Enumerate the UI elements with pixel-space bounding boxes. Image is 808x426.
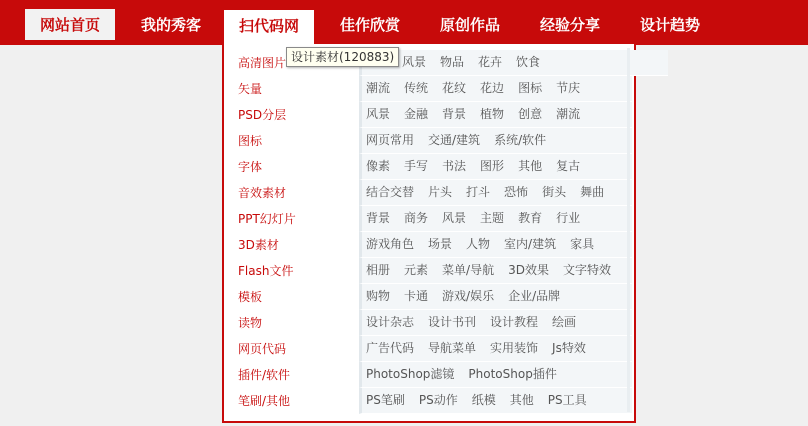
menu-category-link[interactable]: 音效素材 — [238, 186, 287, 200]
menu-category-link[interactable]: 模板 — [238, 290, 263, 304]
menu-category-link[interactable]: 读物 — [238, 316, 263, 330]
menu-subcategory-link[interactable]: 复古 — [556, 159, 581, 173]
nav-item-original-works[interactable]: 原创作品 — [439, 16, 500, 34]
menu-subcategory-link[interactable]: 元素 — [404, 263, 429, 277]
dropdown-menu — [222, 44, 636, 423]
menu-category-link[interactable]: 网页代码 — [238, 342, 287, 356]
menu-subcategory-link[interactable]: 系统/软件 — [494, 133, 547, 147]
menu-subcategory-link[interactable]: 风景 — [366, 107, 391, 121]
menu-row — [224, 180, 634, 206]
menu-subcategory-link[interactable]: 文字特效 — [562, 263, 611, 277]
menu-subcategory-link[interactable]: 设计教程 — [490, 315, 539, 329]
menu-subcategory-link[interactable]: PhotoShop插件 — [468, 367, 557, 381]
nav-item-code-site[interactable]: 扫代码网 — [224, 9, 314, 46]
menu-subcategory-link[interactable]: 书法 — [442, 159, 467, 173]
nav-item-design-trends[interactable]: 设计趋势 — [639, 16, 700, 34]
menu-subcategory-link[interactable]: 实用装饰 — [490, 341, 539, 355]
menu-subcategory-link[interactable]: 主题 — [480, 211, 505, 225]
menu-row — [224, 258, 634, 284]
menu-row — [224, 310, 634, 336]
menu-subcategory-link[interactable]: 人物 — [466, 237, 491, 251]
menu-subcategory-link[interactable]: 风景 — [442, 211, 467, 225]
menu-subcategory-list — [359, 388, 632, 414]
menu-subcategory-link[interactable]: 传统 — [404, 81, 429, 95]
nav-item-home[interactable]: 网站首页 — [25, 9, 115, 40]
menu-subcategory-list — [359, 206, 632, 232]
menu-subcategory-link[interactable]: 3D效果 — [508, 263, 549, 277]
menu-subcategory-link[interactable]: 创意 — [518, 107, 543, 121]
menu-subcategory-link[interactable]: 潮流 — [556, 107, 581, 121]
menu-subcategory-link[interactable]: 图形 — [480, 159, 505, 173]
menu-subcategory-link[interactable]: 节庆 — [556, 81, 581, 95]
menu-subcategory-link[interactable]: 网页常用 — [366, 133, 415, 147]
menu-row — [224, 76, 634, 102]
menu-category-link[interactable]: 高清图片 — [238, 56, 287, 70]
menu-subcategory-link[interactable]: 交通/建筑 — [428, 133, 481, 147]
menu-subcategory-link[interactable]: 家具 — [570, 237, 595, 251]
menu-row — [224, 362, 634, 388]
menu-subcategory-link[interactable]: 像素 — [366, 159, 391, 173]
menu-subcategory-link[interactable]: 饮食 — [516, 55, 541, 69]
menu-subcategory-link[interactable]: 菜单/导航 — [442, 263, 495, 277]
menu-subcategory-link[interactable]: 风景 — [402, 55, 427, 69]
menu-subcategory-link[interactable]: 潮流 — [366, 81, 391, 95]
menu-subcategory-link[interactable]: 背景 — [366, 211, 391, 225]
menu-category-link[interactable]: 3D素材 — [238, 238, 279, 252]
menu-subcategory-link[interactable]: 图标 — [518, 81, 543, 95]
menu-category-link[interactable]: 字体 — [238, 160, 263, 174]
menu-subcategory-link[interactable]: 企业/品牌 — [508, 289, 561, 303]
menu-row — [224, 232, 634, 258]
top-navigation-bar — [0, 0, 808, 45]
menu-row — [224, 206, 634, 232]
nav-item-gallery[interactable]: 佳作欣赏 — [339, 16, 400, 34]
menu-subcategory-list — [359, 362, 632, 388]
menu-subcategory-link[interactable]: 广告代码 — [366, 341, 415, 355]
menu-subcategory-list — [359, 180, 632, 206]
menu-subcategory-link[interactable]: 金融 — [404, 107, 429, 121]
menu-subcategory-link[interactable]: 纸模 — [471, 393, 496, 407]
menu-category-link[interactable]: 图标 — [238, 134, 263, 148]
menu-subcategory-list — [359, 128, 632, 154]
menu-subcategory-list — [359, 310, 632, 336]
menu-category-link[interactable]: Flash文件 — [238, 264, 294, 278]
menu-subcategory-link[interactable]: 街头 — [542, 185, 567, 199]
menu-subcategory-list — [359, 50, 668, 76]
menu-subcategory-link[interactable]: 结合交替 — [366, 185, 415, 199]
menu-row — [224, 154, 634, 180]
menu-subcategory-link[interactable]: 设计杂志 — [366, 315, 415, 329]
menu-subcategory-list — [359, 76, 632, 102]
menu-subcategory-link[interactable]: 舞曲 — [580, 185, 605, 199]
menu-subcategory-list — [359, 232, 632, 258]
menu-subcategory-link[interactable]: 植物 — [480, 107, 505, 121]
menu-row — [224, 336, 634, 362]
menu-subcategory-list — [359, 154, 632, 180]
menu-subcategory-link[interactable]: 花边 — [480, 81, 505, 95]
menu-subcategory-link[interactable]: 片头 — [428, 185, 453, 199]
menu-row — [224, 388, 634, 414]
menu-subcategory-list — [359, 284, 632, 310]
menu-subcategory-list — [359, 336, 632, 362]
menu-subcategory-link[interactable]: 游戏/娱乐 — [442, 289, 495, 303]
menu-subcategory-link[interactable]: 设计书刊 — [428, 315, 477, 329]
menu-subcategory-link[interactable]: 商务 — [404, 211, 429, 225]
menu-subcategory-link[interactable]: 游戏角色 — [366, 237, 415, 251]
menu-subcategory-link[interactable]: 背景 — [442, 107, 467, 121]
menu-subcategory-link[interactable]: 恐怖 — [504, 185, 529, 199]
menu-subcategory-link[interactable]: Js特效 — [552, 341, 586, 355]
menu-row — [224, 284, 634, 310]
menu-subcategory-link[interactable]: 教育 — [518, 211, 543, 225]
menu-row — [224, 102, 634, 128]
menu-category-link[interactable]: PPT幻灯片 — [238, 212, 296, 226]
menu-subcategory-link[interactable]: 打斗 — [466, 185, 491, 199]
menu-subcategory-link[interactable]: 花卉 — [478, 55, 503, 69]
menu-subcategory-link[interactable]: PS动作 — [418, 393, 458, 407]
menu-subcategory-list — [359, 258, 632, 284]
menu-subcategory-link[interactable]: 场景 — [428, 237, 453, 251]
menu-subcategory-link[interactable]: 其他 — [509, 393, 534, 407]
menu-subcategory-link[interactable]: 花纹 — [442, 81, 467, 95]
menu-subcategory-link[interactable]: 行业 — [556, 211, 581, 225]
menu-subcategory-link[interactable]: PS工具 — [547, 393, 587, 407]
menu-category-link[interactable]: 笔刷/其他 — [238, 394, 291, 408]
menu-subcategory-link[interactable]: 物品 — [440, 55, 465, 69]
menu-subcategory-link[interactable]: 绘画 — [552, 315, 577, 329]
menu-subcategory-link[interactable]: 室内/建筑 — [504, 237, 557, 251]
menu-subcategory-link[interactable]: 相册 — [366, 263, 391, 277]
menu-subcategory-list — [359, 102, 632, 128]
menu-subcategory-link[interactable]: 手写 — [404, 159, 429, 173]
tooltip: 设计素材(120883) — [286, 47, 399, 67]
menu-category-link[interactable]: PSD分层 — [238, 108, 287, 122]
menu-subcategory-link[interactable]: 其他 — [518, 159, 543, 173]
menu-row — [224, 128, 634, 154]
nav-item-my-show[interactable]: 我的秀客 — [140, 16, 201, 34]
menu-subcategory-link[interactable]: 购物 — [366, 289, 391, 303]
menu-subcategory-link[interactable]: PS笔刷 — [366, 393, 405, 407]
menu-category-link[interactable]: 插件/软件 — [238, 368, 291, 382]
menu-subcategory-link[interactable]: PhotoShop滤镜 — [366, 367, 455, 381]
menu-subcategory-link[interactable]: 导航菜单 — [428, 341, 477, 355]
menu-category-link[interactable]: 矢量 — [238, 82, 263, 96]
nav-item-experience[interactable]: 经验分享 — [539, 16, 600, 34]
menu-scroll-edge — [627, 48, 630, 412]
menu-subcategory-link[interactable]: 卡通 — [404, 289, 429, 303]
